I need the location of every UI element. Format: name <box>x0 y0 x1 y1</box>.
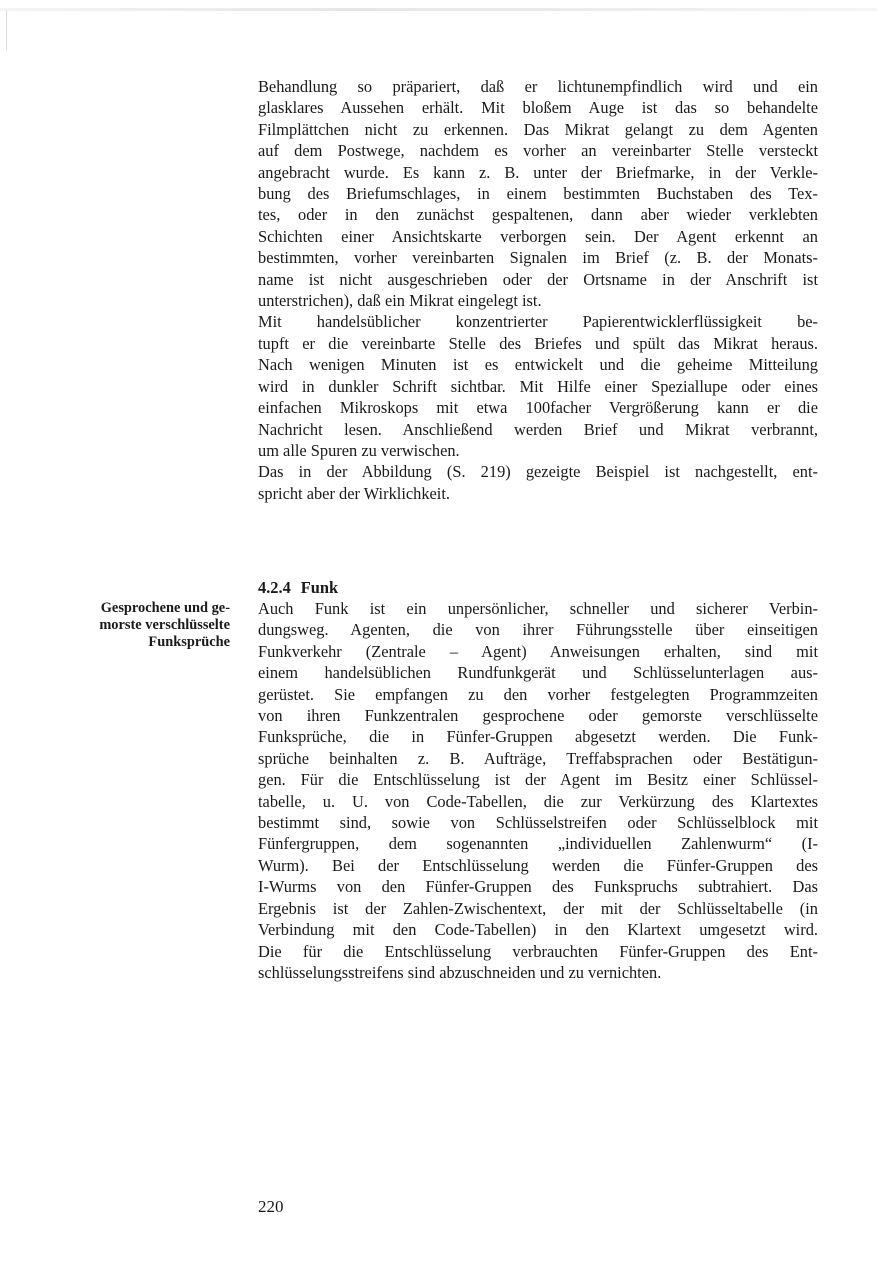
text-line: tes, oder in den zunächst gespaltenen, dann aber wieder verklebten <box>258 205 818 225</box>
text-line: angebracht wurde. Es kann z. B. unter der Briefmarke, in der Verkle- <box>258 162 818 182</box>
text-line: Schichten einer Ansichtskarte verborgen sein. Der Agent erkennt an <box>258 226 818 246</box>
text-line: einem handelsüblichen Rundfunkgerät und Schlüsselunterlagen aus- <box>258 663 818 683</box>
text-line: name ist nicht ausgeschrieben oder der Ortsname in der Anschrift ist <box>258 269 818 289</box>
text-line: Ergebnis ist der Zahlen-Zwischentext, der mit der Schlüsseltabelle (in <box>258 898 818 918</box>
page-number: 220 <box>258 1197 284 1216</box>
margin-note-line: Funksprüche <box>148 634 230 650</box>
margin-note-line: morste verschlüsselte <box>99 617 230 633</box>
text-line: bung des Briefumschlages, in einem bestimmten Buchstaben des Tex- <box>258 184 818 204</box>
text-line: Nach wenigen Minuten ist es entwickelt und die geheime Mitteilung <box>258 355 818 375</box>
text-line: wird in dunkler Schrift sichtbar. Mit Hilfe einer Speziallupe oder eines <box>258 376 818 396</box>
margin-note-line: Gesprochene und ge- <box>100 600 230 616</box>
text-line: glasklares Aussehen erhält. Mit bloßem Auge ist das so behandelte <box>258 98 818 118</box>
text-line: bestimmt sind, sowie von Schlüsselstreifen oder Schlüsselblock mit <box>258 813 818 833</box>
scan-top-edge <box>0 8 877 11</box>
text-line: gen. Für die Entschlüsselung ist der Agent im Besitz einer Schlüssel- <box>258 770 818 790</box>
text-line: von ihren Funkzentralen gesprochene oder gemorste verschlüsselte <box>258 706 818 726</box>
text-line: tabelle, u. U. von Code-Tabellen, die zur Verkürzung des Klartextes <box>258 791 818 811</box>
text-line: Behandlung so präpariert, daß er lichtunempfindlich wird und ein <box>258 77 818 96</box>
text-line: Nachricht lesen. Anschließend werden Brief und Mikrat verbrannt, <box>258 419 818 439</box>
text-line: I-Wurms von den Fünfer-Gruppen des Funkspruchs subtrahiert. Das <box>258 877 818 897</box>
section-heading <box>258 577 338 598</box>
text-line: Funksprüche, die in Fünfer-Gruppen abgesetzt werden. Die Funk- <box>258 727 818 747</box>
text-line: Verbindung mit den Code-Tabellen) in den Klartext umgesetzt wird. <box>258 920 818 940</box>
text-line: gerüstet. Sie empfangen zu den vorher festgelegten Programmzeiten <box>258 684 818 704</box>
section-title: Funk <box>300 578 339 597</box>
text-line: auf dem Postwege, nachdem es vorher an vereinbarter Stelle versteckt <box>258 141 818 161</box>
text-line: Das in der Abbildung (S. 219) gezeigte Beispiel ist nachgestellt, ent- <box>258 462 818 482</box>
intro-paragraphs <box>258 76 818 504</box>
text-line: Auch Funk ist ein unpersönlicher, schneller und sicherer Verbin- <box>258 599 818 618</box>
text-line: Mit handelsüblicher konzentrierter Papierentwicklerflüssigkeit be- <box>258 312 818 332</box>
funk-paragraphs <box>258 598 818 983</box>
text-line: einfachen Mikroskops mit etwa 100facher Vergrößerung kann er die <box>258 398 818 418</box>
scan-left-edge <box>6 10 7 50</box>
text-line: Filmplättchen nicht zu erkennen. Das Mikrat gelangt zu dem Agenten <box>258 119 818 139</box>
text-line: Funkverkehr (Zentrale – Agent) Anweisungen erhalten, sind mit <box>258 641 818 661</box>
text-line: unterstrichen), daß ein Mikrat eingelegt ist. <box>258 291 542 311</box>
text-line: spricht aber der Wirklichkeit. <box>258 483 451 503</box>
text-line: bestimmten, vorher vereinbarten Signalen im Brief (z. B. der Monats- <box>258 248 818 268</box>
text-line: um alle Spuren zu verwischen. <box>258 440 460 460</box>
text-line: Wurm). Bei der Entschlüsselung werden die Fünfer-Gruppen des <box>258 855 818 875</box>
text-line: dungsweg. Agenten, die von ihrer Führungsstelle über einseitigen <box>258 620 818 640</box>
text-line: sprüche beinhalten z. B. Aufträge, Treffabsprachen oder Bestätigun- <box>258 748 818 768</box>
text-line: Die für die Entschlüsselung verbrauchten Fünfer-Gruppen des Ent- <box>258 941 818 961</box>
section-number: 4.2.4 <box>258 578 291 597</box>
text-line: schlüsselungsstreifens sind abzuschneiden und zu vernichten. <box>258 962 662 982</box>
text-line: tupft er die vereinbarte Stelle des Briefes und spült das Mikrat heraus. <box>258 333 818 353</box>
text-line: Fünfergruppen, dem sogenannten „individuellen Zahlenwurm“ (I- <box>258 834 818 854</box>
margin-note <box>60 600 230 651</box>
